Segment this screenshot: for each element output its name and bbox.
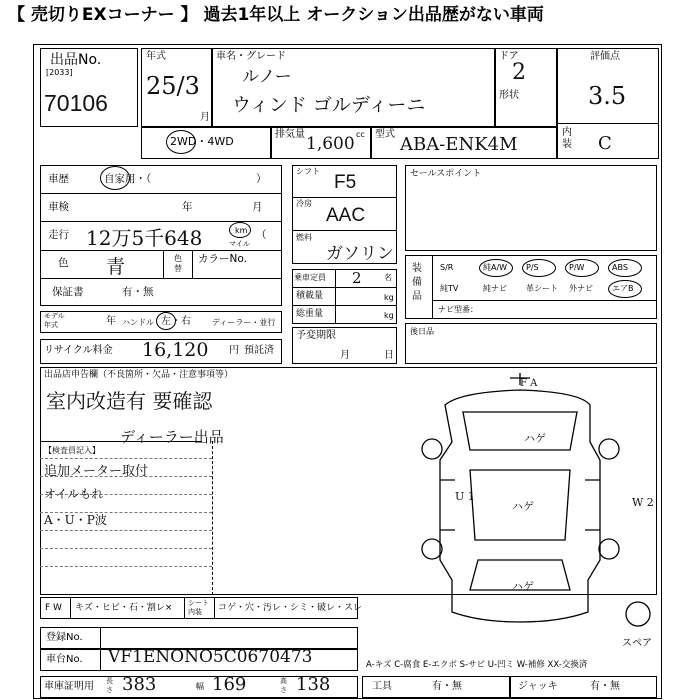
tools-options: 有・無 [432, 681, 462, 692]
sales-point-label: セールスポイント [410, 169, 482, 179]
lot-sub: [2033] [46, 68, 73, 77]
inspector-note3: A・U・P波 [44, 513, 107, 527]
capacity-label: 乗車定員 [294, 273, 326, 282]
shift-value: F5 [334, 172, 357, 193]
recycle-label: リサイクル料金 [44, 345, 113, 356]
grade-value: 3.5 [588, 82, 627, 110]
door-label: ドア [499, 51, 519, 62]
equipment-item: 純A/W [483, 263, 508, 272]
fw-label: F W [45, 603, 62, 613]
equipment-item: 外ナビ [569, 284, 593, 293]
declaration-label: 出品店申告欄（不良箇所・欠品・注意事項等） [44, 370, 234, 380]
interior-label: 内装 [562, 127, 572, 150]
displacement-value: 1,600 [306, 134, 355, 154]
gross-unit: kg [384, 311, 394, 320]
seat-options: コゲ・穴・汚レ・シミ・破レ・スレ [218, 603, 363, 613]
jack-options: 有・無 [590, 681, 620, 692]
mileage-km: km [235, 226, 248, 235]
history-close: ） [256, 173, 267, 185]
fw-options: キズ・ヒビ・石・割レ× [75, 603, 173, 613]
registration-label: 登録No. [46, 632, 83, 643]
color-change: 色替 [174, 254, 182, 273]
interior-value: C [598, 133, 612, 154]
model-change-year: 年 [106, 316, 116, 327]
model-label: 車名・グレード [216, 51, 286, 62]
inspection-month: 月 [252, 201, 263, 213]
diagram-right: W 2 [632, 496, 654, 509]
equipment-item: 純ナビ [483, 284, 507, 293]
model-change-label: モデル年式 [44, 312, 65, 329]
equipment-item: S/R [440, 263, 454, 272]
cert-length: 383 [122, 674, 157, 695]
cert-height: 138 [296, 674, 331, 695]
recycle-deposit: 預託済 [244, 345, 274, 356]
year-value: 25/3 [146, 72, 200, 100]
scheduled-change-label: 予変期限 [296, 330, 336, 341]
equipment-item: P/W [569, 263, 585, 272]
shape-label: 形状 [499, 90, 519, 101]
history-label: 車歴 [48, 173, 69, 185]
displacement-label: 排気量 [275, 129, 305, 140]
warranty-options: 有・無 [122, 286, 154, 298]
mileage-value: 12万5千648 [86, 226, 203, 250]
type-value: ABA-ENK4M [400, 134, 518, 155]
load-label: 積載量 [296, 291, 324, 301]
inspector-label: 【検査員記入】 [44, 446, 100, 455]
handle-label: ハンドル [122, 318, 154, 327]
tools-label: 工具 [372, 681, 392, 692]
shift-label: シフト [296, 167, 320, 176]
inspection-year: 年 [182, 201, 193, 213]
registration-row [40, 627, 358, 649]
scheduled-change-month: 月 [340, 350, 350, 361]
cert-label: 車庫証明用 [44, 681, 94, 692]
model-maker: ルノー [242, 67, 292, 87]
color-label: 色 [58, 257, 69, 269]
equipment-item: 革シート [526, 284, 558, 293]
color-no-label: カラーNo. [198, 253, 247, 265]
inspection-label: 車検 [48, 201, 69, 213]
year-label: 年式 [146, 51, 166, 62]
recycle-unit: 円 [229, 345, 239, 356]
displacement-unit: cc [356, 130, 365, 139]
diagram-spare: スペア [622, 638, 652, 649]
warranty-label: 保証書 [52, 286, 84, 298]
scheduled-change-day: 日 [384, 350, 394, 361]
legend: A-キズ C-腐食 E-エクボ S-サビ U-凹ミ W-補修 XX-交換済 [366, 660, 588, 670]
chassis-label: 車台No. [46, 654, 83, 665]
ac-label: 冷房 [296, 199, 312, 208]
fuel-value: ガソリン [326, 244, 394, 264]
grade-label: 評価点 [590, 51, 620, 62]
capacity-unit: 名 [384, 273, 392, 282]
load-unit: kg [384, 293, 394, 302]
diagram-roof: ハゲ [512, 500, 534, 513]
capacity-value: 2 [352, 269, 362, 287]
diagram-left-door: U 1 [455, 490, 475, 503]
recycle-value: 16,120 [142, 339, 209, 361]
banner-title: 【 売切りEXコーナー 】 過去1年以上 オークション出品歴がない車両 [8, 5, 544, 25]
type-label: 型式 [375, 129, 395, 140]
color-value: 青 [106, 256, 126, 278]
import-label: ディーラー・並行 [212, 318, 276, 327]
gross-label: 総重量 [296, 309, 324, 319]
equipment-label: 装備品 [412, 263, 422, 302]
cert-length-label: 長さ [106, 677, 113, 694]
door-value: 2 [512, 60, 526, 85]
cert-width: 169 [212, 674, 247, 695]
cert-height-label: 高さ [280, 677, 287, 694]
inspector-note2: オイルもれ [44, 487, 104, 501]
navi-model-label: ナビ型番： [438, 305, 478, 314]
cert-width-label: 幅 [196, 682, 204, 691]
model-name: ウィンド ゴルディーニ [232, 94, 426, 116]
equipment-item: P/S [526, 263, 539, 272]
declaration-value: 室内改造有 要確認 [46, 389, 213, 413]
diagram-front: F A [520, 378, 538, 389]
equipment-item: 純TV [440, 284, 459, 293]
chassis-value: VF1ENONO5C0670473 [108, 647, 313, 667]
diagram-hood: ハゲ [524, 432, 546, 445]
lot-label: 出品No. [50, 52, 102, 68]
inspector-note1: 追加メーター取付 [44, 464, 149, 479]
seat-label: シート内装 [188, 599, 209, 616]
mileage-suffix: （ [256, 229, 267, 241]
drive-label: 2WD・4WD [170, 135, 234, 148]
history-options: 自家用・（ [104, 173, 152, 185]
postscript-label: 後日品 [410, 327, 434, 336]
mileage-mile: マイル [229, 240, 250, 248]
handle-options: 左・右 [161, 316, 191, 327]
lot-number: 70106 [44, 90, 108, 116]
mileage-label: 走行 [48, 229, 69, 241]
year-unit: 月 [200, 112, 210, 123]
ac-value: AAC [326, 205, 366, 226]
diagram-rear: ハゲ [512, 580, 534, 593]
fuel-label: 燃料 [296, 233, 312, 242]
jack-label: ジャッキ [518, 681, 558, 692]
equipment-item: エアB [612, 284, 634, 293]
inspector-dealer: ディーラー出品 [120, 428, 224, 446]
equipment-item: ABS [612, 263, 628, 272]
